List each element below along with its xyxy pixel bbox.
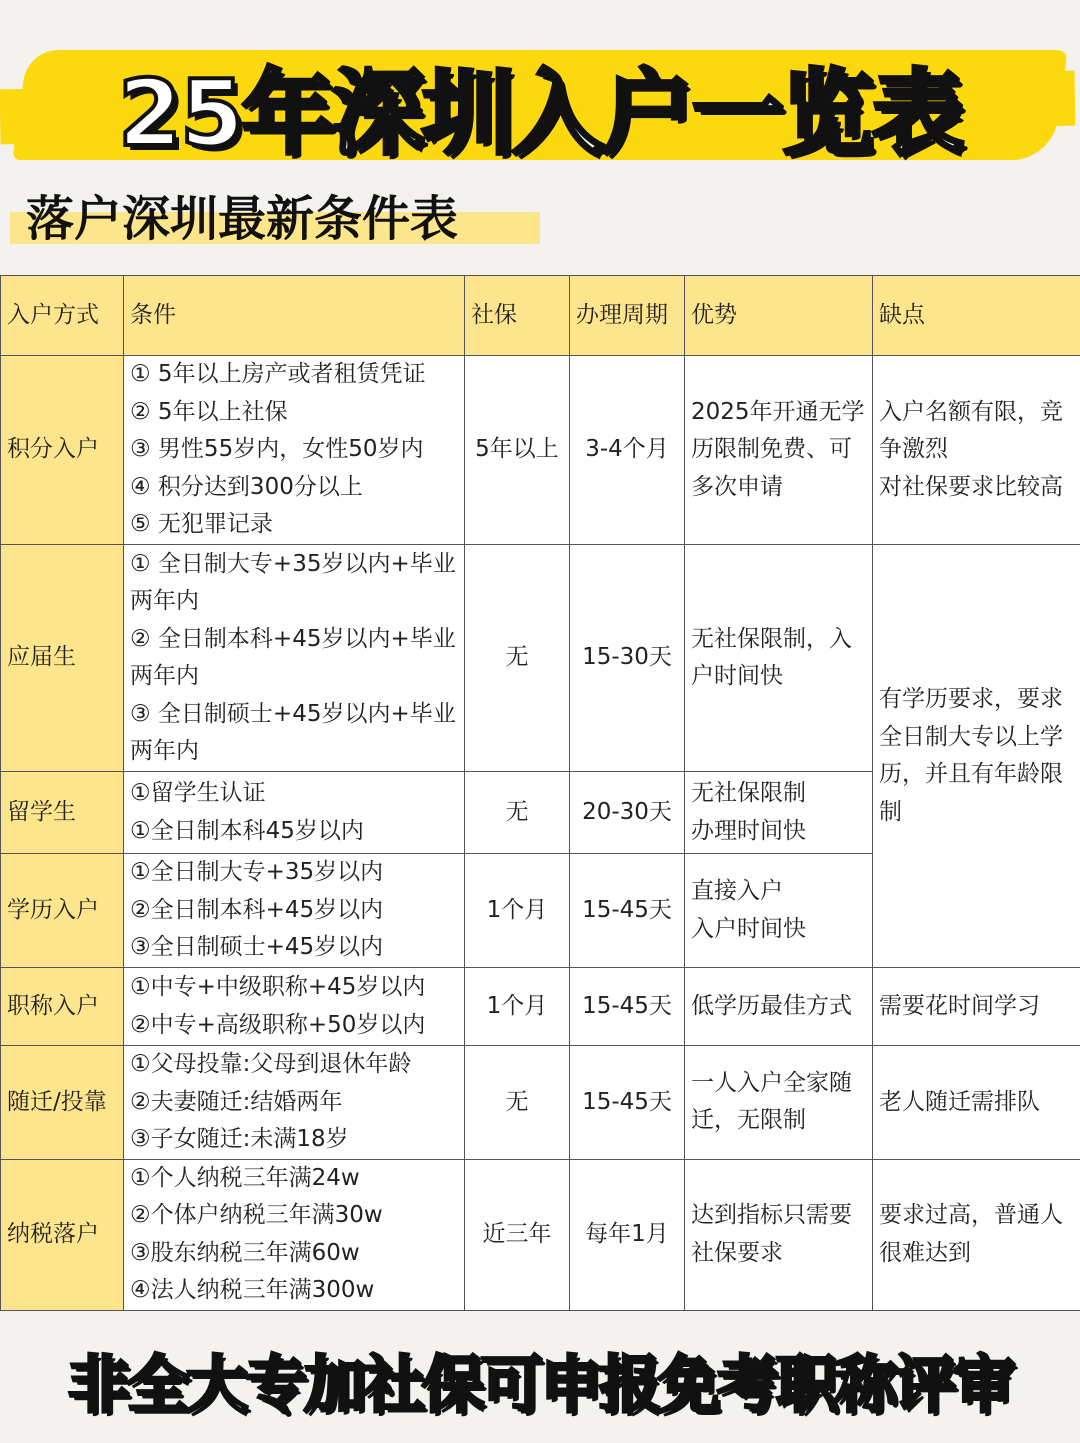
advantages-cell: 无社保限制 办理时间快: [685, 772, 873, 854]
conditions-cell: [124, 854, 465, 968]
advantages-cell: 低学历最佳方式: [685, 968, 873, 1046]
period-cell: 15-45天: [570, 1046, 685, 1160]
footer-banner: 非全大专加社保可申报免考职称评审: [67, 1348, 1012, 1421]
condition-item: ③ 男性55岁内，女性50岁内: [130, 436, 424, 463]
advantages-cell: 达到指标只需要社保要求: [685, 1159, 873, 1310]
conditions-cell: [124, 545, 465, 772]
header-cell: 办理周期: [570, 276, 685, 356]
table-row: [1, 1046, 1080, 1160]
table-header: [1, 276, 1080, 356]
header-cell: 优势: [685, 276, 873, 356]
condition-item: ①全日制大专+35岁以内: [130, 859, 384, 886]
condition-item: ①全日制本科45岁以内: [130, 817, 364, 844]
period-cell: 15-45天: [570, 968, 685, 1046]
period-cell: 每年1月: [570, 1159, 685, 1310]
method-cell: 留学生: [1, 772, 124, 854]
header-cell: 条件: [124, 276, 465, 356]
condition-item: ②中专+高级职称+50岁以内: [130, 1011, 426, 1038]
table-row: [1, 1159, 1080, 1310]
condition-item: ① 全日制大专+35岁以内+毕业两年内: [130, 550, 456, 614]
header-cell: 入户方式: [1, 276, 124, 356]
advantages-cell: 2025年开通无学历限制免费、可多次申请: [685, 356, 873, 545]
period-cell: 15-30天: [570, 545, 685, 772]
conditions-cell: [124, 968, 465, 1046]
method-cell: 随迁/投靠: [1, 1046, 124, 1160]
method-cell: 积分入户: [1, 356, 124, 545]
social-security-cell: 5年以上: [465, 356, 570, 545]
header-cell: 缺点: [873, 276, 1080, 356]
condition-item: ② 5年以上社保: [130, 398, 288, 425]
social-security-cell: 无: [465, 545, 570, 772]
condition-item: ①个人纳税三年满24w: [130, 1164, 360, 1191]
period-cell: 3-4个月: [570, 356, 685, 545]
condition-item: ②个体户纳税三年满30w: [130, 1202, 383, 1228]
disadvantages-cell: 有学历要求，要求全日制大专以上学历，并且有年龄限制: [873, 545, 1080, 968]
disadvantages-cell: 要求过高，普通人很难达到: [873, 1159, 1080, 1310]
condition-item: ⑤ 无犯罪记录: [130, 511, 273, 538]
method-cell: 纳税落户: [1, 1159, 124, 1310]
condition-item: ②全日制本科+45岁以内: [130, 896, 384, 923]
condition-item: ①中专+中级职称+45岁以内: [130, 974, 426, 1000]
advantages-cell: 一人入户全家随迁，无限制: [685, 1046, 873, 1160]
advantages-cell: 直接入户 入户时间快: [685, 854, 873, 968]
social-security-cell: 无: [465, 772, 570, 854]
subtitle: 落户深圳最新条件表: [26, 191, 459, 247]
condition-item: ③ 全日制硕士+45岁以内+毕业两年内: [130, 700, 456, 764]
conditions-cell: [124, 772, 465, 854]
table-row: [1, 968, 1080, 1046]
method-cell: 职称入户: [1, 968, 124, 1046]
social-security-cell: 1个月: [465, 854, 570, 968]
social-security-cell: 无: [465, 1046, 570, 1160]
disadvantages-cell: 需要花时间学习: [873, 968, 1080, 1046]
conditions-cell: [124, 1159, 465, 1310]
disadvantages-cell: 入户名额有限，竞争激烈 对社保要求比较高: [873, 356, 1080, 545]
table-row: [1, 545, 1080, 772]
condition-item: ①留学生认证: [130, 780, 266, 806]
table-row: [1, 356, 1080, 545]
advantages-cell: 无社保限制，入户时间快: [685, 545, 873, 772]
social-security-cell: 近三年: [465, 1159, 570, 1310]
period-cell: 15-45天: [570, 854, 685, 968]
method-cell: 应届生: [1, 545, 124, 772]
condition-item: ③全日制硕士+45岁以内: [130, 934, 384, 961]
method-cell: 学历入户: [1, 854, 124, 968]
conditions-cell: [124, 356, 465, 545]
condition-item: ②夫妻随迁:结婚两年: [130, 1088, 343, 1115]
conditions-table: [0, 275, 1080, 1311]
period-cell: 20-30天: [570, 772, 685, 854]
condition-item: ② 全日制本科+45岁以内+毕业两年内: [130, 625, 456, 689]
condition-item: ④法人纳税三年满300w: [130, 1277, 375, 1303]
condition-item: ④ 积分达到300分以上: [130, 473, 363, 500]
page-title: 25年深圳入户一览表: [117, 60, 963, 167]
conditions-cell: [124, 1046, 465, 1160]
condition-item: ③股东纳税三年满60w: [130, 1239, 360, 1266]
header-cell: 社保: [465, 276, 570, 356]
condition-item: ③子女随迁:未满18岁: [130, 1126, 349, 1152]
social-security-cell: 1个月: [465, 968, 570, 1046]
condition-item: ①父母投靠:父母到退休年龄: [130, 1051, 412, 1077]
condition-item: ① 5年以上房产或者租赁凭证: [130, 361, 426, 388]
disadvantages-cell: 老人随迁需排队: [873, 1046, 1080, 1160]
